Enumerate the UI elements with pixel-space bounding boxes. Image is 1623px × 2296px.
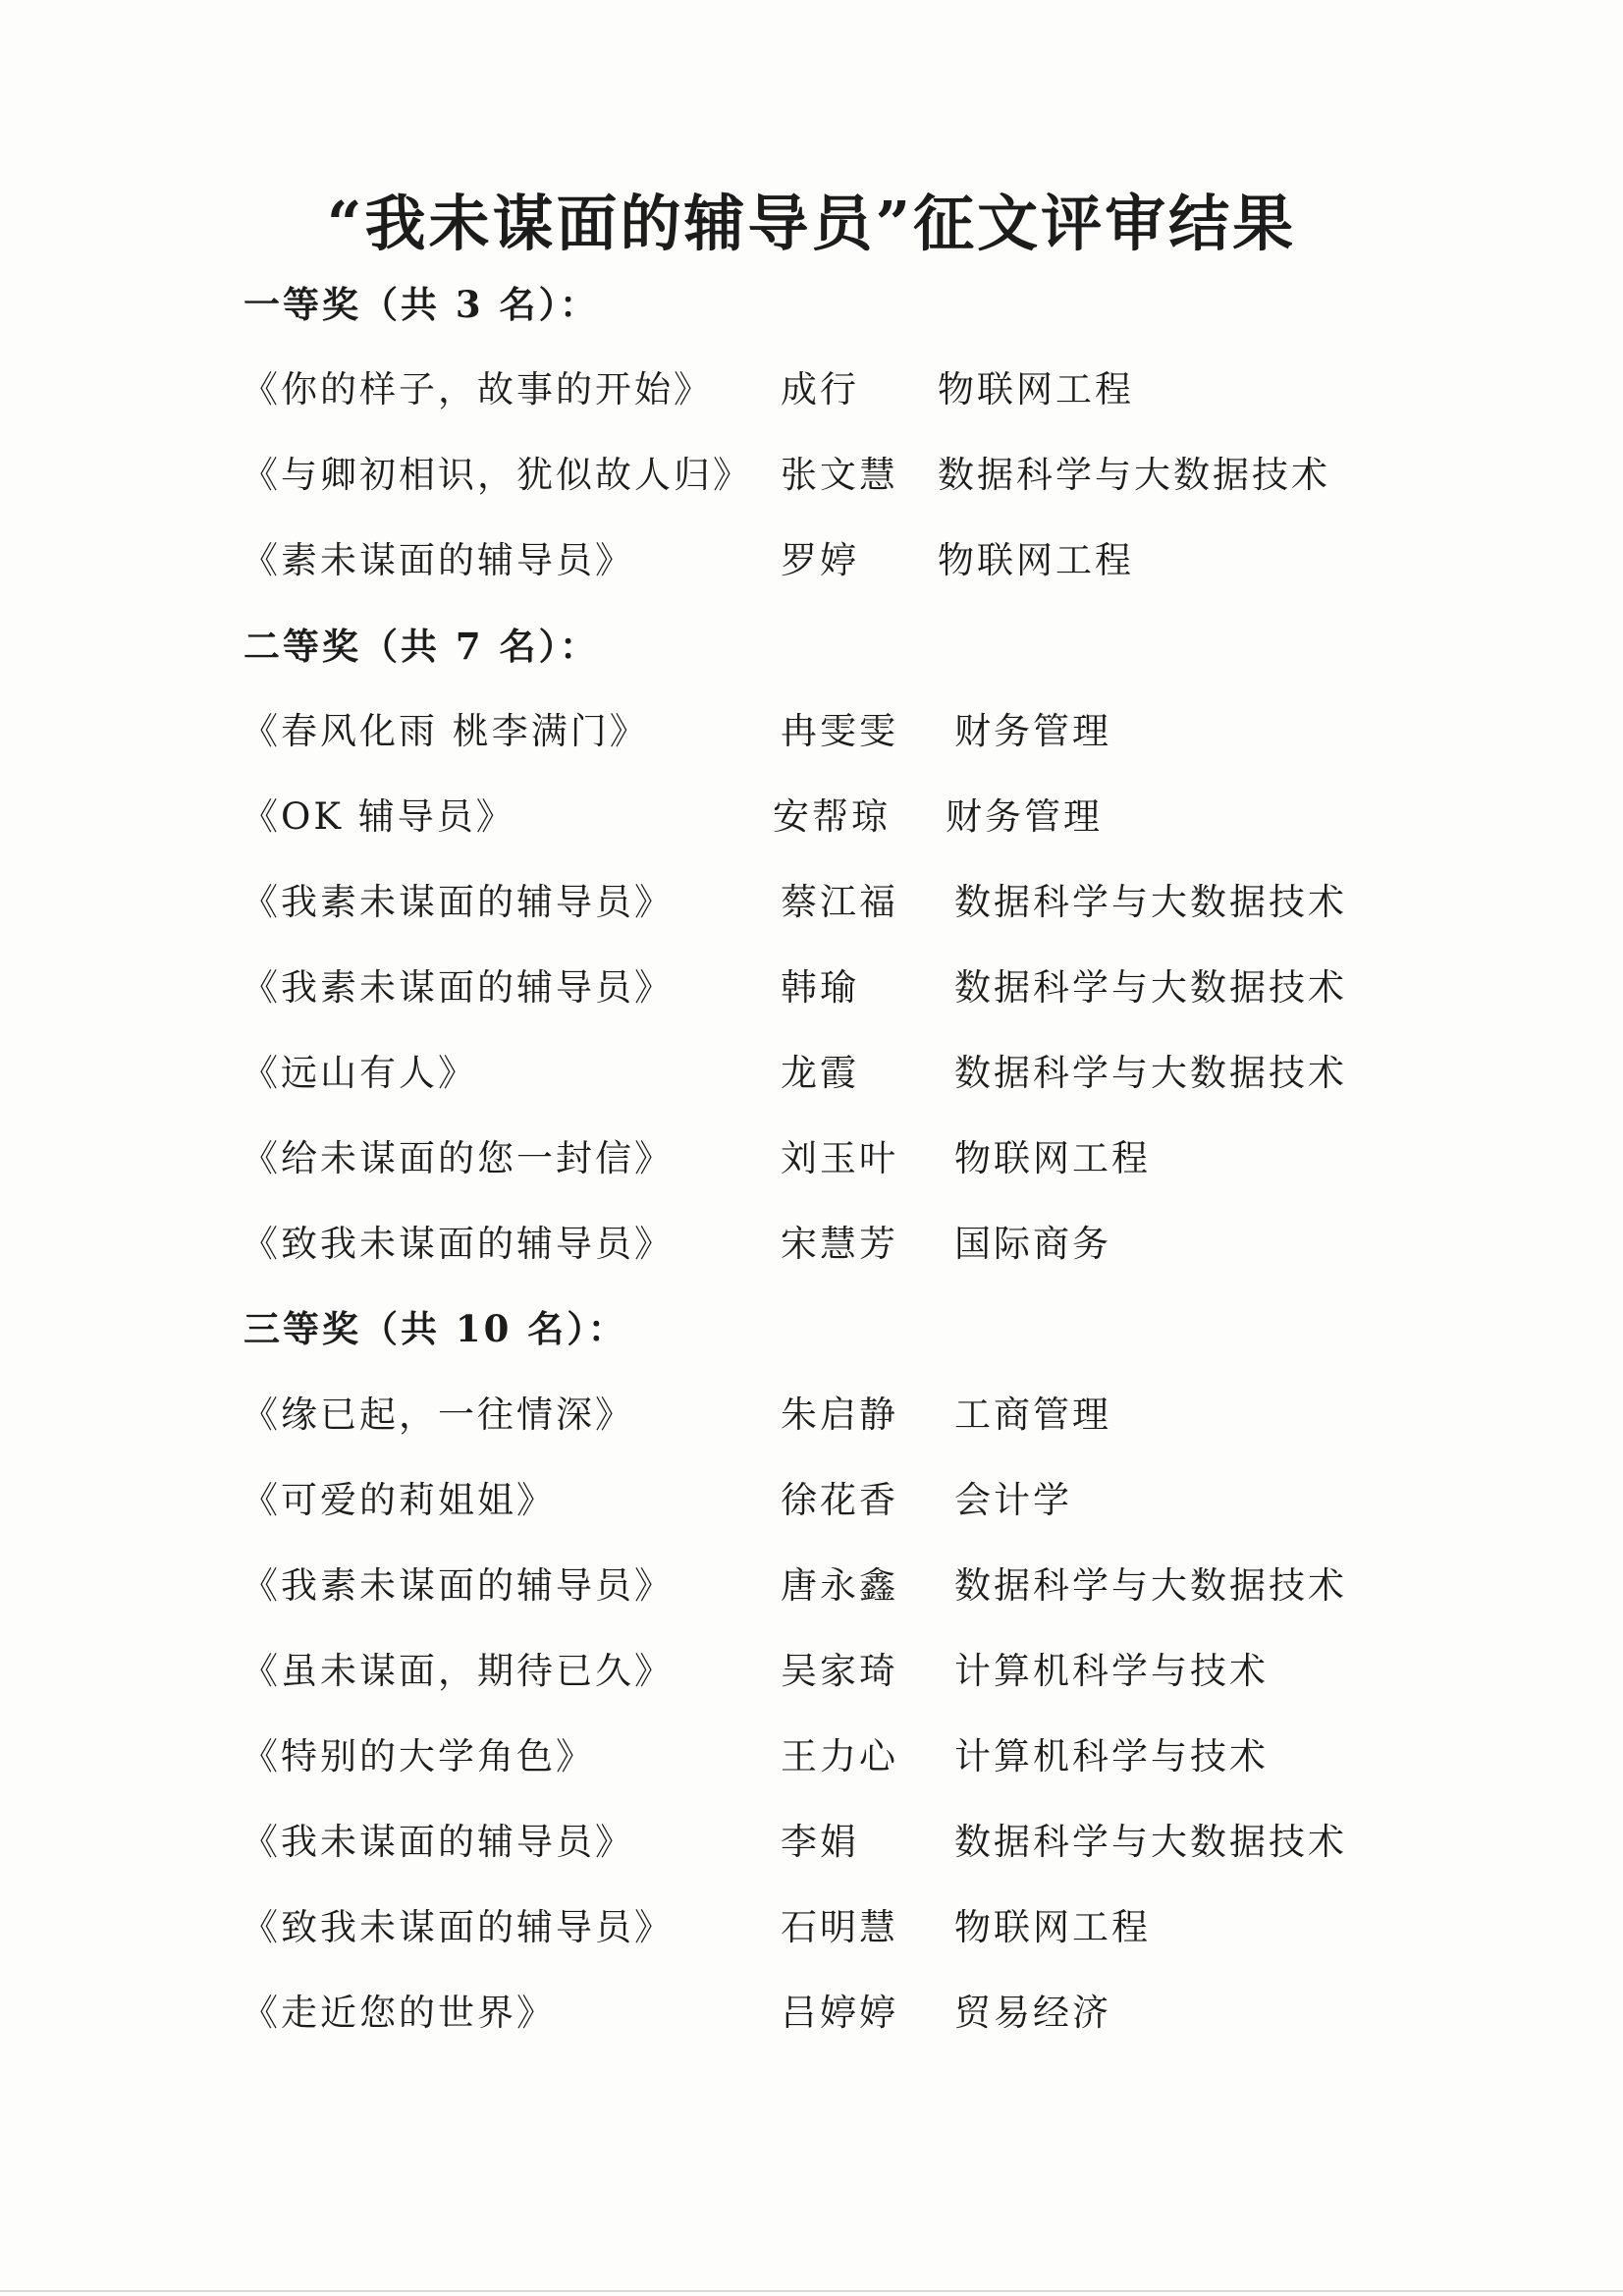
- author-name: 刘玉叶: [781, 1137, 898, 1179]
- author-name: 徐花香: [781, 1479, 898, 1521]
- list-item: [0, 530, 1623, 579]
- author-major: 计算机科学与技术: [954, 1735, 1269, 1777]
- author-major: 财务管理: [946, 795, 1103, 838]
- author-major: 数据科学与大数据技术: [954, 1564, 1347, 1607]
- author-major: 数据科学与大数据技术: [954, 966, 1347, 1009]
- section-heading-second-prize: 二等奖（共 7 名）：: [243, 625, 600, 668]
- author-major: 会计学: [954, 1479, 1072, 1521]
- essay-title: 《与卿初相识，犹似故人归》: [242, 454, 752, 496]
- author-major: 贸易经济: [954, 1992, 1111, 2034]
- essay-title: 《走近您的世界》: [242, 1992, 556, 2034]
- list-item: [0, 1470, 1623, 1519]
- author-major: 工商管理: [954, 1394, 1111, 1436]
- author-name: 王力心: [781, 1735, 898, 1777]
- author-major: 物联网工程: [954, 1906, 1151, 1948]
- list-item: [0, 1556, 1623, 1605]
- essay-title: 《远山有人》: [242, 1052, 477, 1094]
- section-heading-third-prize: 三等奖（共 10 名）：: [243, 1307, 627, 1350]
- list-item: [0, 1214, 1623, 1263]
- list-item: [0, 701, 1623, 750]
- author-name: 吴家琦: [781, 1650, 898, 1692]
- list-item: [0, 1726, 1623, 1776]
- list-item: [0, 872, 1623, 921]
- author-major: 计算机科学与技术: [954, 1650, 1269, 1692]
- page-title: “我未谋面的辅导员”征文评审结果: [326, 188, 1297, 259]
- author-major: 数据科学与大数据技术: [938, 454, 1330, 496]
- author-major: 物联网工程: [938, 539, 1134, 581]
- list-item: [0, 787, 1623, 836]
- author-name: 韩瑜: [781, 966, 859, 1009]
- essay-title: 《你的样子，故事的开始》: [242, 368, 713, 410]
- author-name: 吕婷婷: [781, 1992, 898, 2034]
- author-name: 冉雯雯: [781, 710, 898, 752]
- author-major: 物联网工程: [938, 368, 1134, 410]
- author-name: 龙霞: [781, 1052, 859, 1094]
- author-name: 朱启静: [781, 1394, 898, 1436]
- essay-title: 《特别的大学角色》: [242, 1735, 595, 1777]
- essay-title: 《虽未谋面，期待已久》: [242, 1650, 674, 1692]
- author-name: 安帮琼: [773, 795, 891, 838]
- essay-title: 《我未谋面的辅导员》: [242, 1821, 634, 1863]
- list-item: [0, 1043, 1623, 1092]
- author-name: 李娟: [781, 1821, 859, 1863]
- author-name: 成行: [781, 368, 859, 410]
- list-item: [0, 957, 1623, 1007]
- list-item: [0, 359, 1623, 409]
- author-major: 物联网工程: [954, 1137, 1151, 1179]
- list-item: [0, 1128, 1623, 1177]
- list-item: [0, 1641, 1623, 1690]
- author-name: 唐永鑫: [781, 1564, 898, 1607]
- essay-title: 《致我未谋面的辅导员》: [242, 1906, 674, 1948]
- essay-title: 《给未谋面的您一封信》: [242, 1137, 674, 1179]
- author-name: 蔡江福: [781, 881, 898, 923]
- essay-title: 《春风化雨 桃李满门》: [242, 710, 649, 752]
- list-item: [0, 1385, 1623, 1434]
- essay-title: 《我素未谋面的辅导员》: [242, 1564, 674, 1607]
- author-name: 石明慧: [781, 1906, 898, 1948]
- author-major: 数据科学与大数据技术: [954, 1052, 1347, 1094]
- section-heading-first-prize: 一等奖（共 3 名）：: [243, 283, 600, 326]
- author-major: 财务管理: [954, 710, 1111, 752]
- list-item: [0, 1897, 1623, 1946]
- list-item: [0, 1983, 1623, 2032]
- list-item: [0, 1812, 1623, 1861]
- essay-title: 《可爱的莉姐姐》: [242, 1479, 556, 1521]
- author-name: 宋慧芳: [781, 1223, 898, 1265]
- author-major: 数据科学与大数据技术: [954, 881, 1347, 923]
- scan-edge-line: [0, 2290, 1623, 2292]
- essay-title: 《素未谋面的辅导员》: [242, 539, 634, 581]
- essay-title: 《我素未谋面的辅导员》: [242, 881, 674, 923]
- essay-title: 《致我未谋面的辅导员》: [242, 1223, 674, 1265]
- essay-title: 《缘已起，一往情深》: [242, 1394, 634, 1436]
- author-major: 国际商务: [954, 1223, 1111, 1265]
- author-major: 数据科学与大数据技术: [954, 1821, 1347, 1863]
- author-name: 张文慧: [781, 454, 898, 496]
- author-name: 罗婷: [781, 539, 859, 581]
- list-item: [0, 445, 1623, 494]
- essay-title: 《我素未谋面的辅导员》: [242, 966, 674, 1009]
- essay-title: 《OK 辅导员》: [242, 795, 515, 838]
